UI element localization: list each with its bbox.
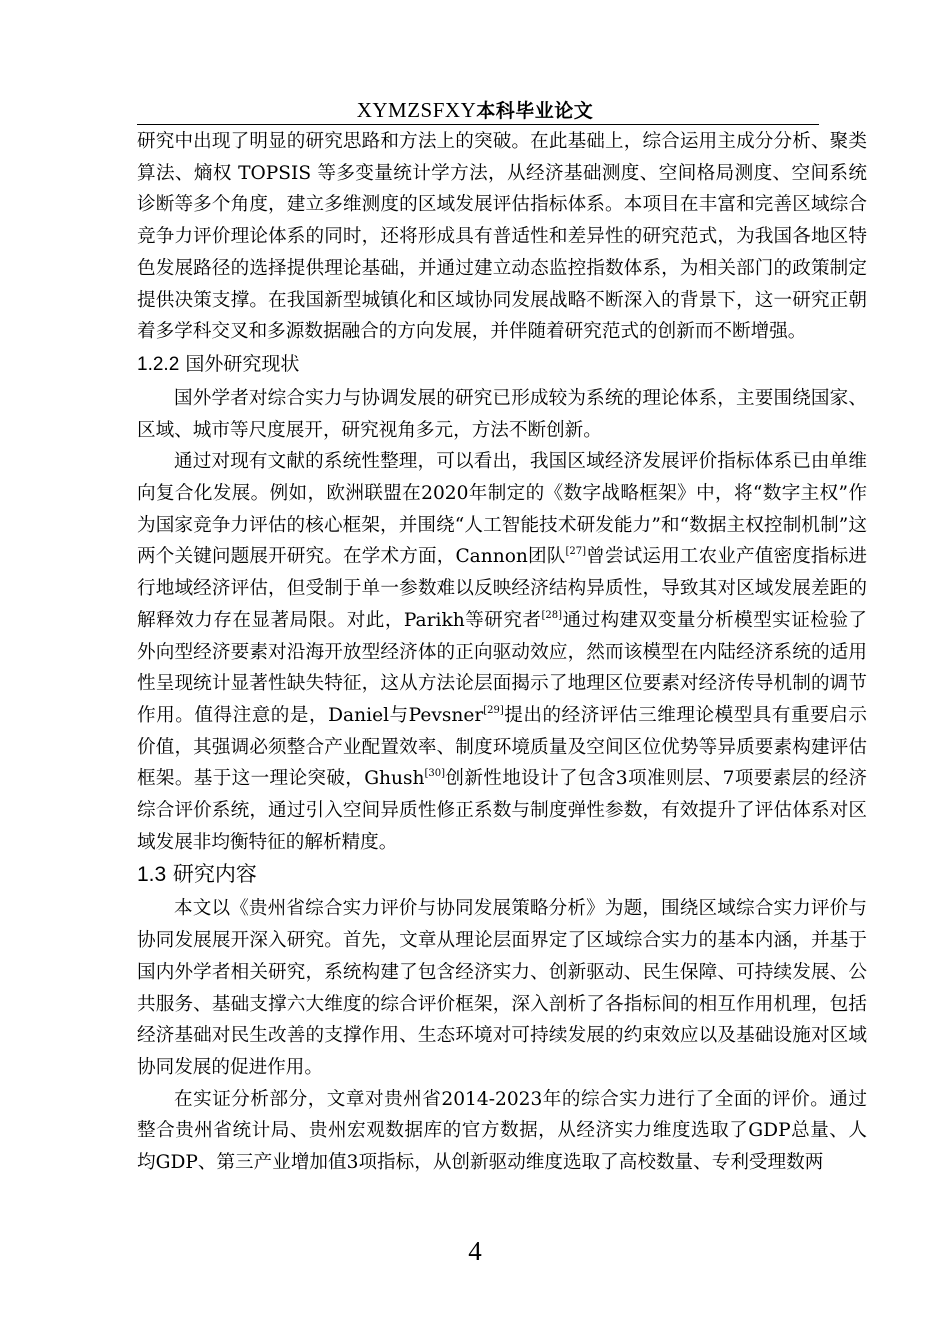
section-heading-1-2-2 <box>137 350 867 379</box>
citation: [29] <box>483 704 504 716</box>
paragraph: 国外学者对综合实力与协调发展的研究已形成较为系统的理论体系，主要围绕国家、区域、城市等尺度展开，研究视角多元，方法不断创新。 <box>137 387 867 441</box>
text-run: 提出的经济评估三维理论模型具有重要启示价值，其强调必须整合产业配置效率、制度环境质量及空间区位优势等异质要素构建评估框架。基于这一理论突破，Ghush <box>137 704 867 790</box>
paragraph-with-citations <box>137 446 867 858</box>
text-run: 曾尝试运用工农业产值密度指标进行地域经济评估，但受制于单一参数难以反映经济结构异质性，导致其对区域发展差距的解释效力存在显著局限。对此，Parikh等研究者 <box>137 546 867 631</box>
page-number: 4 <box>468 1236 482 1266</box>
paragraph: 在实证分析部分，文章对贵州省2014-2023年的综合实力进行了全面的评价。通过整合贵州省统计局、贵州宏观数据库的官方数据，从经济实力维度选取了GDP总量、人均GDP、第三产业增加值3项指标，从创新驱动维度选取了高校数量、专利受理数两 <box>137 1088 867 1174</box>
running-header <box>0 96 950 123</box>
citation: [30] <box>424 768 446 780</box>
page-body <box>137 126 867 1179</box>
paragraph: 本文以《贵州省综合实力评价与协同发展策略分析》为题，围绕区域综合实力评价与协同发展展开深入研究。首先，文章从理论层面界定了区域综合实力的基本内涵，并基于国内外学者相关研究，系统构建了包含经济实力、创新驱动、民生保障、可持续发展、公共服务、基础支撑六大维度的综合评价框架，深入剖析了各指标间的相互作用机理，包括经济基础对民生改善的支撑作用、生态环境对可持续发展的约束效应以及基础设施对区域协同发展的促进作用。 <box>137 898 867 1078</box>
section-title: 研究内容 <box>172 862 257 887</box>
section-number: 1.3 <box>137 863 167 887</box>
text-run: 创新性地设计了包含3项准则层、7项要素层的经济综合评价系统，通过引入空间异质性修正系数与制度弹性参数，有效提升了评估体系对区域发展非均衡特征的解析精度。 <box>137 768 867 853</box>
paragraph-continued: 研究中出现了明显的研究思路和方法上的突破。在此基础上，综合运用主成分分析、聚类算法、熵权 TOPSIS 等多变量统计学方法，从经济基础测度、空间格局测度、空间系统诊断等多个角度，建立多维测度的区域发展评估指标体系。本项目在丰富和完善区域综合竞争力评价理论体系的同时，还将形成具有普适性和差异性的研究范式，为我国各地区特色发展路径的选择提供理论基础，并通过建立动态监控指数体系，为相关部门的政策制定提供决策支撑。在我国新型城镇化和区域协同发展战略不断深入的背景下，这一研究正朝着多学科交叉和多源数据融合的方向发展，并伴随着研究范式的创新而不断增强。 <box>137 131 867 343</box>
citation: [27] <box>565 546 587 558</box>
section-number: 1.2.2 <box>137 353 180 375</box>
header-title: 本科毕业论文 <box>476 100 594 122</box>
section-heading-1-3 <box>137 858 867 891</box>
header-rule <box>137 124 819 125</box>
text-run: 通过构建双变量分析模型实证检验了外向型经济要素对沿海开放型经济体的正向驱动效应，然而该模型在内陆经济系统的适用性呈现统计显著性缺失特征，这从方法论层面揭示了地理区位要素对经济传导机制的调节作用。值得注意的是，Daniel与Pevsner <box>137 609 867 726</box>
header-code: XYMZSFXY <box>356 98 477 122</box>
text-run: 通过对现有文献的系统性整理，可以看出，我国区域经济发展评价指标体系已由单维向复合化发展。例如，欧洲联盟在2020年制定的《数字战略框架》中，将“数字主权”作为国家竞争力评估的核心框架，并围绕“人工智能技术研发能力”和“数据主权控制机制”这两个关键问题展开研究。在学术方面，Cannon团队 <box>137 451 867 568</box>
section-title: 国外研究现状 <box>185 352 300 375</box>
citation: [28] <box>541 609 562 621</box>
